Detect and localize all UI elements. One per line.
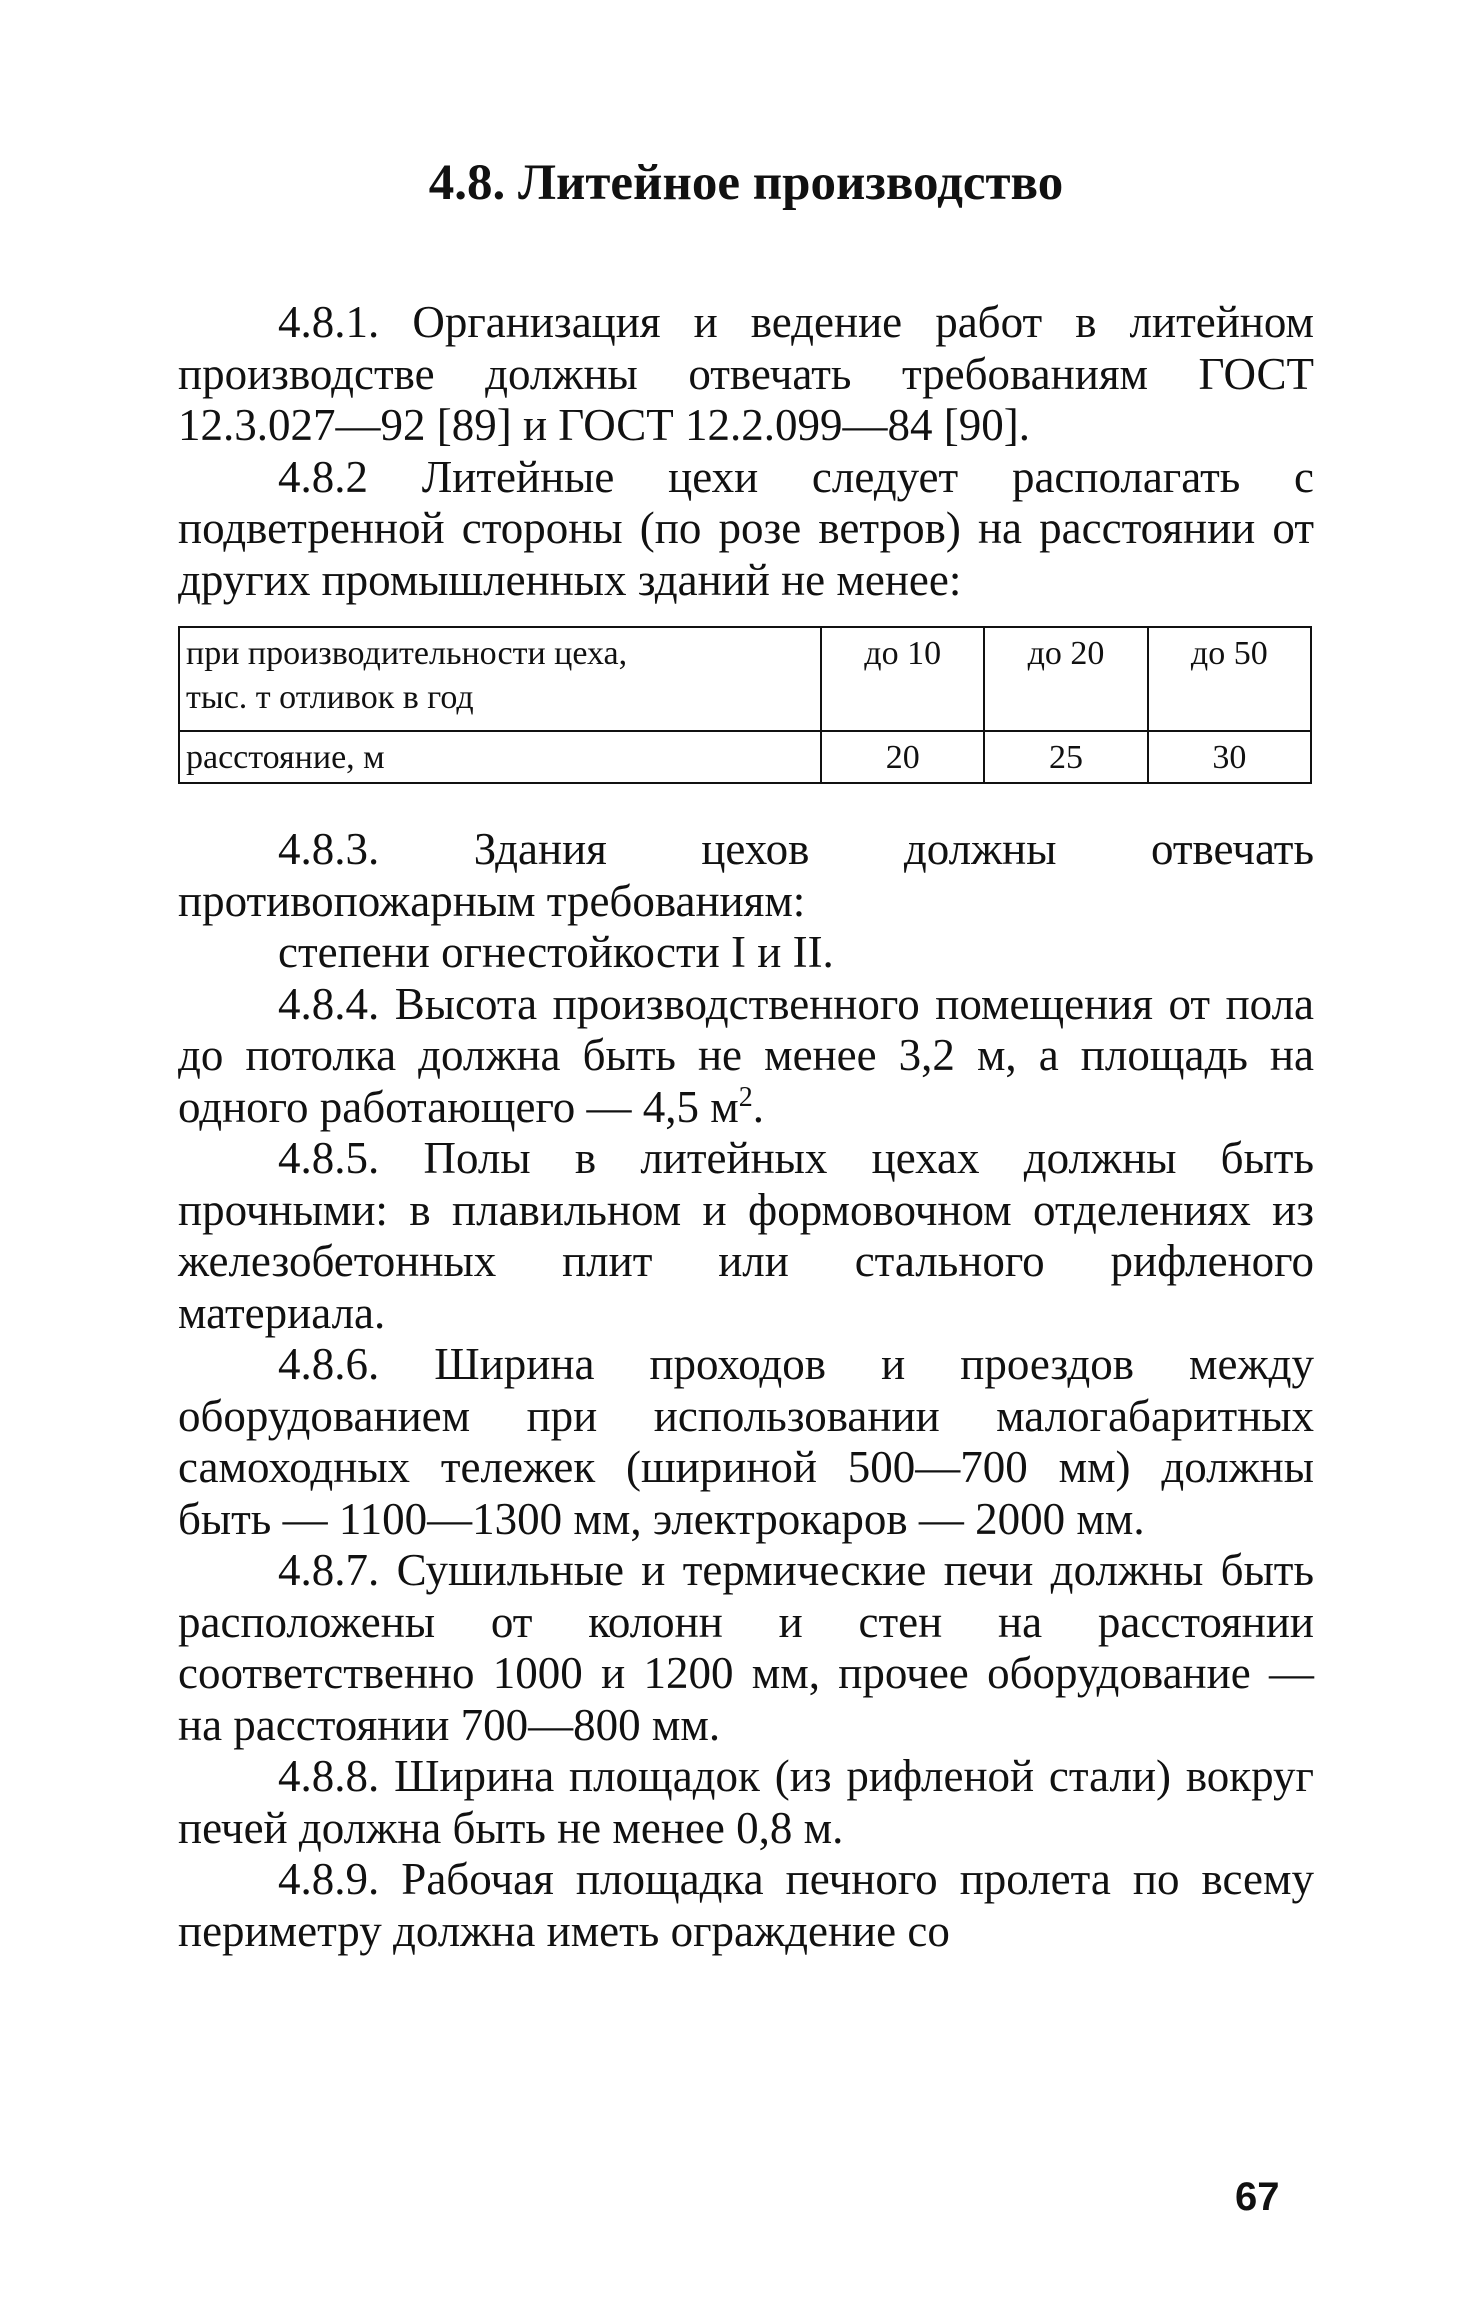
section-title: 4.8. Литейное производство: [428, 155, 1064, 211]
paragraph-4-8-3: 4.8.3. Здания цехов должны отвечать противопожарным требованиям:: [178, 824, 1314, 926]
table-cell-distance-label: расстояние, м: [179, 731, 821, 783]
page-number: 67: [1235, 2175, 1280, 2219]
table-cell-distance: 25: [984, 731, 1147, 783]
paragraph-4-8-6: 4.8.6. Ширина проходов и проездов между оборудованием при использовании малогабаритных самоходных тележек (шириной 500—700 мм) должны быть — 1100—1300 мм, электрокаров — 2000 мм.: [178, 1339, 1314, 1544]
table-cell-distance: 20: [821, 731, 984, 783]
table-cell-capacity: до 20: [984, 627, 1147, 731]
paragraph-4-8-1: 4.8.1. Организация и ведение работ в литейном производстве должны отвечать требованиям ГОСТ 12.3.027—92 [89] и ГОСТ 12.2.099—84 [90].: [178, 297, 1314, 450]
capacity-label-line1: при производительности цеха,: [186, 635, 628, 672]
paragraph-4-8-9: 4.8.9. Рабочая площадка печного пролета по всему периметру должна иметь ограждение со: [178, 1854, 1314, 1956]
distance-table: [178, 626, 1312, 784]
paragraph-4-8-5: 4.8.5. Полы в литейных цехах должны быть прочными: в плавильном и формовочном отделениях из железобетонных плит или стального рифленого материала.: [178, 1133, 1314, 1338]
paragraph-4-8-8: 4.8.8. Ширина площадок (из рифленой стали) вокруг печей должна быть не менее 0,8 м.: [178, 1751, 1314, 1853]
table-cell-capacity-label: [179, 627, 821, 731]
paragraph-4-8-7: 4.8.7. Сушильные и термические печи должны быть расположены от колонн и стен на расстоянии соответственно 1000 и 1200 мм, прочее оборудование — на расстоянии 700—800 мм.: [178, 1545, 1314, 1750]
paragraph-4-8-2: 4.8.2 Литейные цехи следует располагать с подветренной стороны (по розе ветров) на расстоянии от других промышленных зданий не менее:: [178, 451, 1314, 605]
table-cell-capacity: до 10: [821, 627, 984, 731]
table-cell-distance: 30: [1148, 731, 1311, 783]
paragraph-4-8-3-sub: степени огнестойкости I и II.: [278, 927, 834, 977]
capacity-label-line2: тыс. т отливок в год: [186, 679, 474, 716]
paragraph-4-8-4-text: 4.8.4. Высота производственного помещения от пола до потолка должна быть не менее 3,2 м, а площадь на одного работающего — 4,5 м: [178, 978, 1314, 1132]
paragraph-4-8-4: [178, 979, 1314, 1134]
document-page: [178, 155, 1314, 1957]
table-row: [179, 627, 1311, 731]
table-row: [179, 731, 1311, 783]
paragraph-4-8-4-end: .: [752, 1081, 765, 1132]
table-cell-capacity: до 50: [1148, 627, 1311, 731]
superscript-2: 2: [738, 1081, 753, 1113]
